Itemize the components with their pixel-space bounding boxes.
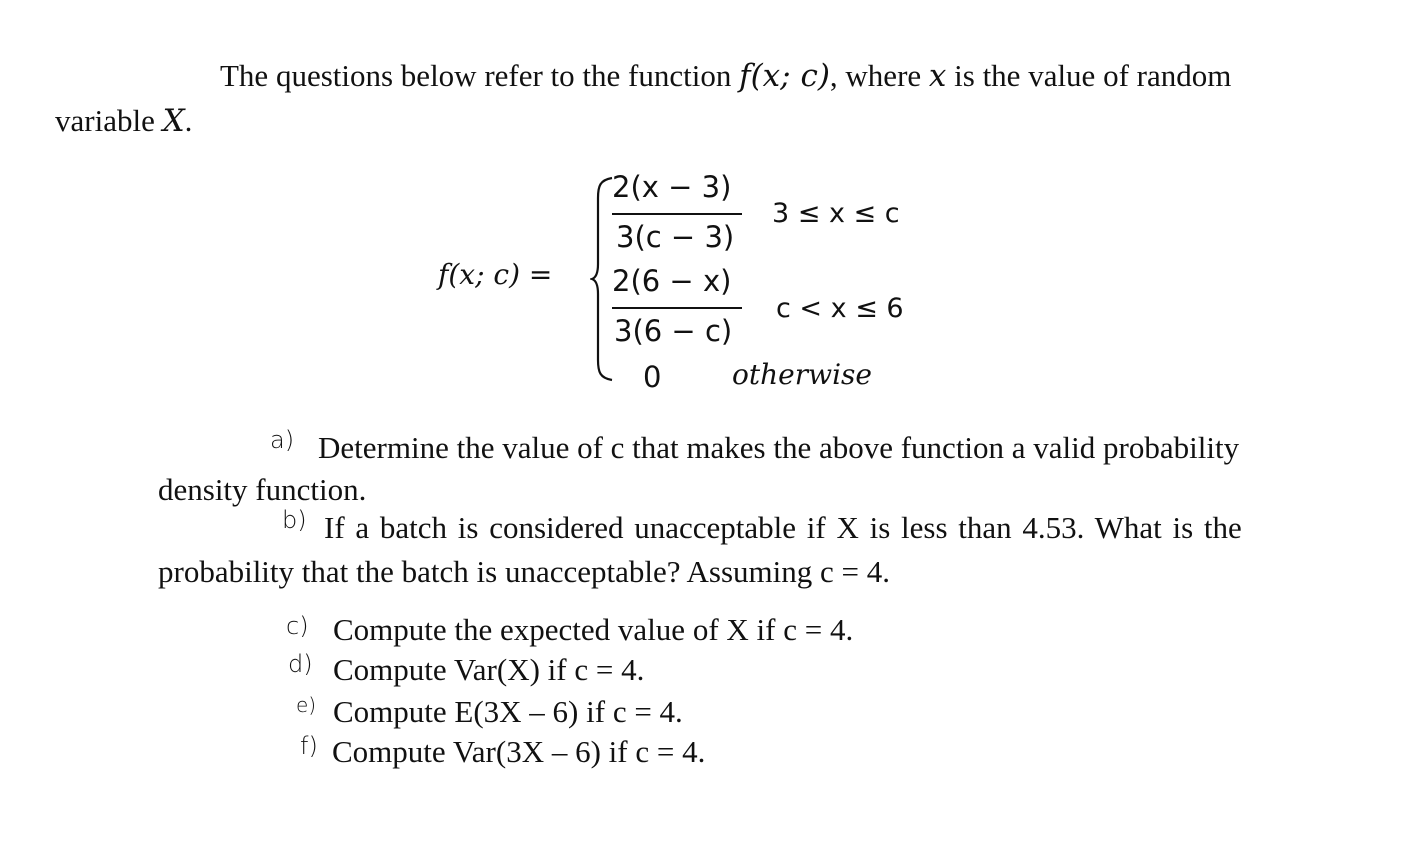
question-d-text: Compute Var(X) if c = 4. [333, 652, 645, 687]
case2-numerator: 2(6 − x) [612, 264, 732, 298]
intro-text: , where [829, 58, 929, 93]
question-f-marker: f) [300, 732, 318, 760]
question-d-marker: d) [288, 650, 313, 678]
intro-line-1 [220, 58, 1231, 94]
question-e-marker: e) [296, 693, 317, 717]
question-b-line-1: If a batch is considered unacceptable if X is less than 4.53. What is the [324, 510, 1242, 545]
case2-fraction-bar [612, 307, 742, 309]
case1-numerator: 2(x − 3) [612, 170, 732, 204]
question-a-line-2: density function. [158, 472, 367, 507]
question-f-text: Compute Var(3X – 6) if c = 4. [332, 734, 706, 769]
case3-value: 0 [643, 360, 662, 394]
intro-text: is the value of random [946, 58, 1232, 93]
question-a-line-1: Determine the value of c that makes the above function a valid probability [318, 430, 1240, 465]
intro-text: . [184, 103, 193, 138]
variable-x: x [928, 58, 947, 94]
intro-line-2 [55, 103, 192, 139]
question-b-line-2: probability that the batch is unacceptable? Assuming c = 4. [158, 554, 891, 589]
intro-text: The questions below refer to the function [220, 58, 740, 93]
case1-condition: 3 ≤ x ≤ c [772, 198, 900, 229]
question-e-text: Compute E(3X – 6) if c = 4. [333, 694, 683, 729]
question-a-marker: a) [270, 426, 295, 454]
case1-denominator: 3(c − 3) [616, 220, 735, 254]
equation-lhs: f(x; c) = [438, 258, 553, 291]
question-c-marker: c) [286, 612, 309, 640]
case2-denominator: 3(6 − c) [614, 314, 733, 348]
case1-fraction-bar [612, 213, 742, 215]
function-symbol: f(x; c) [739, 58, 830, 94]
case2-condition: c < x ≤ 6 [776, 293, 904, 324]
variable-X: X [162, 103, 185, 139]
case3-condition: otherwise [732, 358, 872, 391]
question-c-text: Compute the expected value of X if c = 4. [333, 612, 854, 647]
intro-text: variable [55, 103, 163, 138]
question-b-marker: b) [282, 506, 307, 534]
